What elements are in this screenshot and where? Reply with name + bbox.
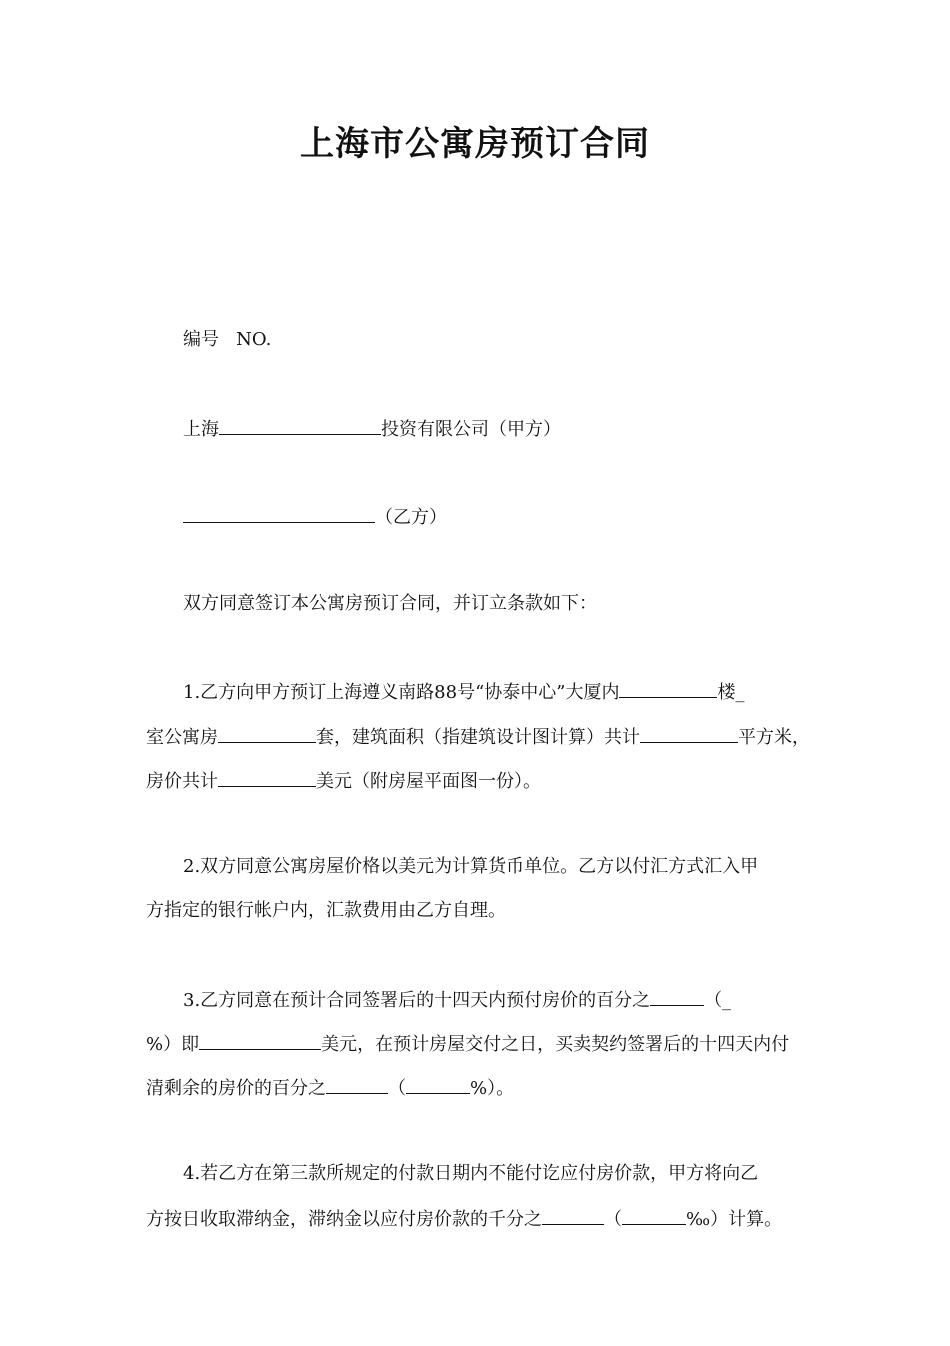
party-a-prefix: 上海: [183, 419, 219, 440]
clause-1-text: 套，建筑面积（指建筑设计图计算）共计: [316, 727, 640, 748]
clause-1-text: 楼_: [717, 682, 745, 703]
price-blank[interactable]: [218, 768, 316, 787]
contract-number-label: 编号: [183, 329, 219, 350]
clause-1-text: 美元（附房屋平面图一份）。: [316, 771, 541, 792]
clause-4-text: （: [604, 1209, 622, 1230]
party-b-name-blank[interactable]: [183, 504, 375, 523]
clause-3-line-2: [146, 1031, 789, 1057]
contract-number-value: NO.: [236, 329, 272, 350]
party-b-line: [183, 504, 447, 530]
party-a-name-blank[interactable]: [219, 416, 381, 435]
clause-3-text: 3.乙方同意在预计合同签署后的十四天内预付房价的百分之: [183, 990, 651, 1011]
clause-4-text: 方按日收取滞纳金，滞纳金以应付房价款的千分之: [146, 1209, 542, 1230]
clause-1-line-2: [146, 724, 810, 750]
clause-3-text: 清剩余的房价的百分之: [146, 1078, 326, 1099]
clause-2-line-1: 2.双方同意公寓房屋价格以美元为计算货币单位。乙方以付汇方式汇入甲: [183, 856, 759, 877]
clause-1-line-3: [146, 768, 541, 794]
clause-1-text: 平方米，: [738, 727, 810, 748]
intro-paragraph: 双方同意签订本公寓房预订合同，并订立条款如下：: [183, 593, 597, 614]
prepay-percent-blank[interactable]: [650, 987, 704, 1006]
clause-3-text: （: [388, 1078, 406, 1099]
clause-2-line-2: 方指定的银行帐户内，汇款费用由乙方自理。: [146, 900, 506, 921]
document-title: 上海市公寓房预订合同: [300, 124, 650, 164]
clause-3-text: %）。: [470, 1078, 515, 1099]
clause-1-line-1: [183, 679, 744, 705]
party-a-line: [183, 416, 561, 442]
clause-1-text: 1.乙方向甲方预订上海遵义南路88号“协泰中心”大厦内: [183, 682, 620, 703]
contract-number-line: [183, 328, 271, 352]
party-a-suffix: 投资有限公司（甲方）: [381, 419, 561, 440]
floor-blank[interactable]: [619, 679, 717, 698]
prepay-amount-blank[interactable]: [199, 1031, 321, 1050]
clause-3-line-1: [183, 987, 731, 1013]
clause-1-text: 室公寓房: [146, 727, 218, 748]
unit-count-blank[interactable]: [218, 724, 316, 743]
party-b-suffix: （乙方）: [375, 507, 447, 528]
clause-3-text: %）即: [146, 1034, 200, 1055]
remaining-percent-blank[interactable]: [326, 1075, 388, 1094]
clause-4-text: ‰）计算。: [686, 1209, 783, 1230]
area-blank[interactable]: [640, 724, 738, 743]
remaining-percent-figure-blank[interactable]: [406, 1075, 470, 1094]
clause-3-text: （_: [704, 990, 732, 1011]
late-fee-rate-blank[interactable]: [542, 1206, 604, 1225]
clause-3-text: 美元，在预计房屋交付之日，买卖契约签署后的十四天内付: [321, 1034, 790, 1055]
late-fee-rate-figure-blank[interactable]: [622, 1206, 686, 1225]
clause-3-line-3: [146, 1075, 514, 1101]
clause-4-line-2: [146, 1206, 782, 1232]
clause-1-text: 房价共计: [146, 771, 218, 792]
clause-4-line-1: 4.若乙方在第三款所规定的付款日期内不能付讫应付房价款，甲方将向乙: [183, 1163, 759, 1184]
